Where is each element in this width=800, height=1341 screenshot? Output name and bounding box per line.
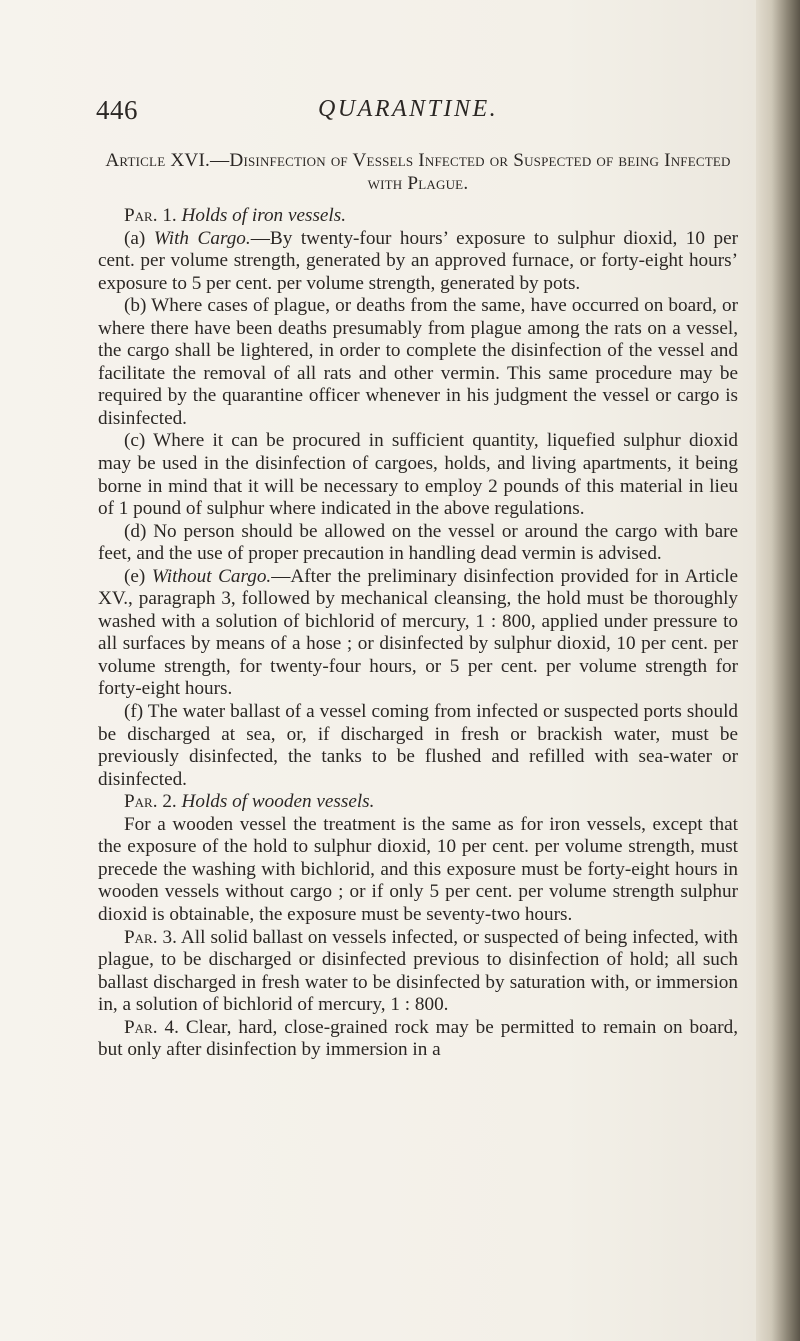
- paragraph-title: Holds of wooden vessels.: [181, 791, 375, 813]
- paragraph-title: Holds of iron vessels.: [181, 205, 347, 226]
- article-heading: Article XVI.—Disinfection of Vessels Infected or Suspected of being Infected with Plague.: [105, 150, 731, 194]
- paragraph-text: Clear, hard, close-grained rock may be permitted to remain on board, but only after disinfection by immersion in a: [98, 1016, 738, 1061]
- paragraph-par-2: [98, 791, 738, 814]
- paragraph-a: [98, 228, 738, 296]
- paragraph-e: [98, 566, 738, 701]
- paragraph-par-4: [98, 1017, 738, 1062]
- paragraph-label: Par. 3.: [124, 926, 177, 948]
- page-number: 446: [96, 95, 138, 125]
- paragraph-label: Par. 2.: [124, 791, 177, 813]
- page-header: [96, 95, 736, 135]
- paragraph-text: For a wooden vessel the treatment is the same as for iron vessels, except that the exposure of the hold to sulphur dioxid, 10 per cent. per volume strength, must precede the washing with bichlorid, and this exposure must be forty-eight hours in wooden vessels without cargo ; or if only 5 per cent. per volume strength sulphur dioxid is obtainable, the exposure must be seventy-two hours.: [98, 813, 738, 925]
- page-binding-edge: [756, 0, 800, 1341]
- paragraph-label: (f): [124, 701, 144, 723]
- page-content: [98, 149, 738, 1062]
- paragraph-label: (c): [124, 430, 146, 452]
- paragraph-title: With Cargo.: [153, 227, 251, 249]
- paragraph-wooden-vessels: [98, 814, 738, 927]
- paragraph-text: The water ballast of a vessel coming from infected or suspected ports should be discharged at sea, or, if discharged in fresh or brackish water, must be previously disinfected, the tanks to be flushed and refilled with sea-water or disinfected.: [98, 701, 739, 790]
- paragraph-title: Without Cargo.: [151, 565, 272, 587]
- paragraph-par-1: [98, 205, 738, 228]
- paragraph-text: All solid ballast on vessels infected, or suspected of being infected, with plague, to be discharged or disinfected previous to disinfection of hold; all such ballast discharged in fresh water to be disinfected by saturation with, or immersion in, a solution of bichlorid of mercury, 1 : 800.: [98, 926, 738, 1016]
- paragraph-text: No person should be allowed on the vessel or around the cargo with bare feet, and the use of proper precaution in handling dead vermin is advised.: [98, 520, 738, 565]
- paragraph-d: [98, 521, 738, 566]
- paragraph-f: [98, 701, 738, 791]
- paragraph-c: [98, 430, 738, 520]
- paragraph-b: [98, 295, 738, 430]
- paragraph-text: Where cases of plague, or deaths from the same, have occurred on board, or where there have been deaths presumably from plague among the rats on a vessel, the cargo shall be lightered, in order to complete the disinfection of the vessel and facilitate the removal of all rats and other vermin. This same procedure may be required by the quarantine officer whenever in his judgment the vessel or cargo is disinfected.: [98, 295, 738, 429]
- paragraph-text: —After the preliminary disinfection provided for in Article XV., paragraph 3, followed by mechanical cleansing, the hold must be thoroughly washed with a solution of bichlorid of mercury, 1 : 800, applied under pressure to all surfaces by means of a hose ; or disinfected by sulphur dioxid, 10 per cent. per volume strength, for twenty-four hours, or 5 per cent. per volume strength for forty-eight hours.: [98, 565, 738, 700]
- paragraph-text: —By twenty-four hours’ exposure to sulphur dioxid, 10 per cent. per volume strength, generated by an approved furnace, or forty-eight hours’ exposure to 5 per cent. per volume strength, generated by pots.: [98, 227, 739, 294]
- paragraph-label: Par. 4.: [124, 1016, 179, 1038]
- paragraph-label: (d): [124, 520, 147, 542]
- paragraph-par-3: [98, 927, 738, 1017]
- running-title: QUARANTINE.: [318, 96, 499, 122]
- paragraph-label: (e): [124, 565, 146, 587]
- paragraph-label: (a): [124, 227, 146, 249]
- paragraph-label: (b): [124, 295, 147, 317]
- paragraph-text: Where it can be procured in sufficient quantity, liquefied sulphur dioxid may be used in the disinfection of cargoes, holds, and living apartments, it being borne in mind that it will be necessary to employ 2 pounds of this material in lieu of 1 pound of sulphur where indicated in the above regulations.: [98, 430, 738, 520]
- paragraph-label: Par. 1.: [124, 205, 177, 226]
